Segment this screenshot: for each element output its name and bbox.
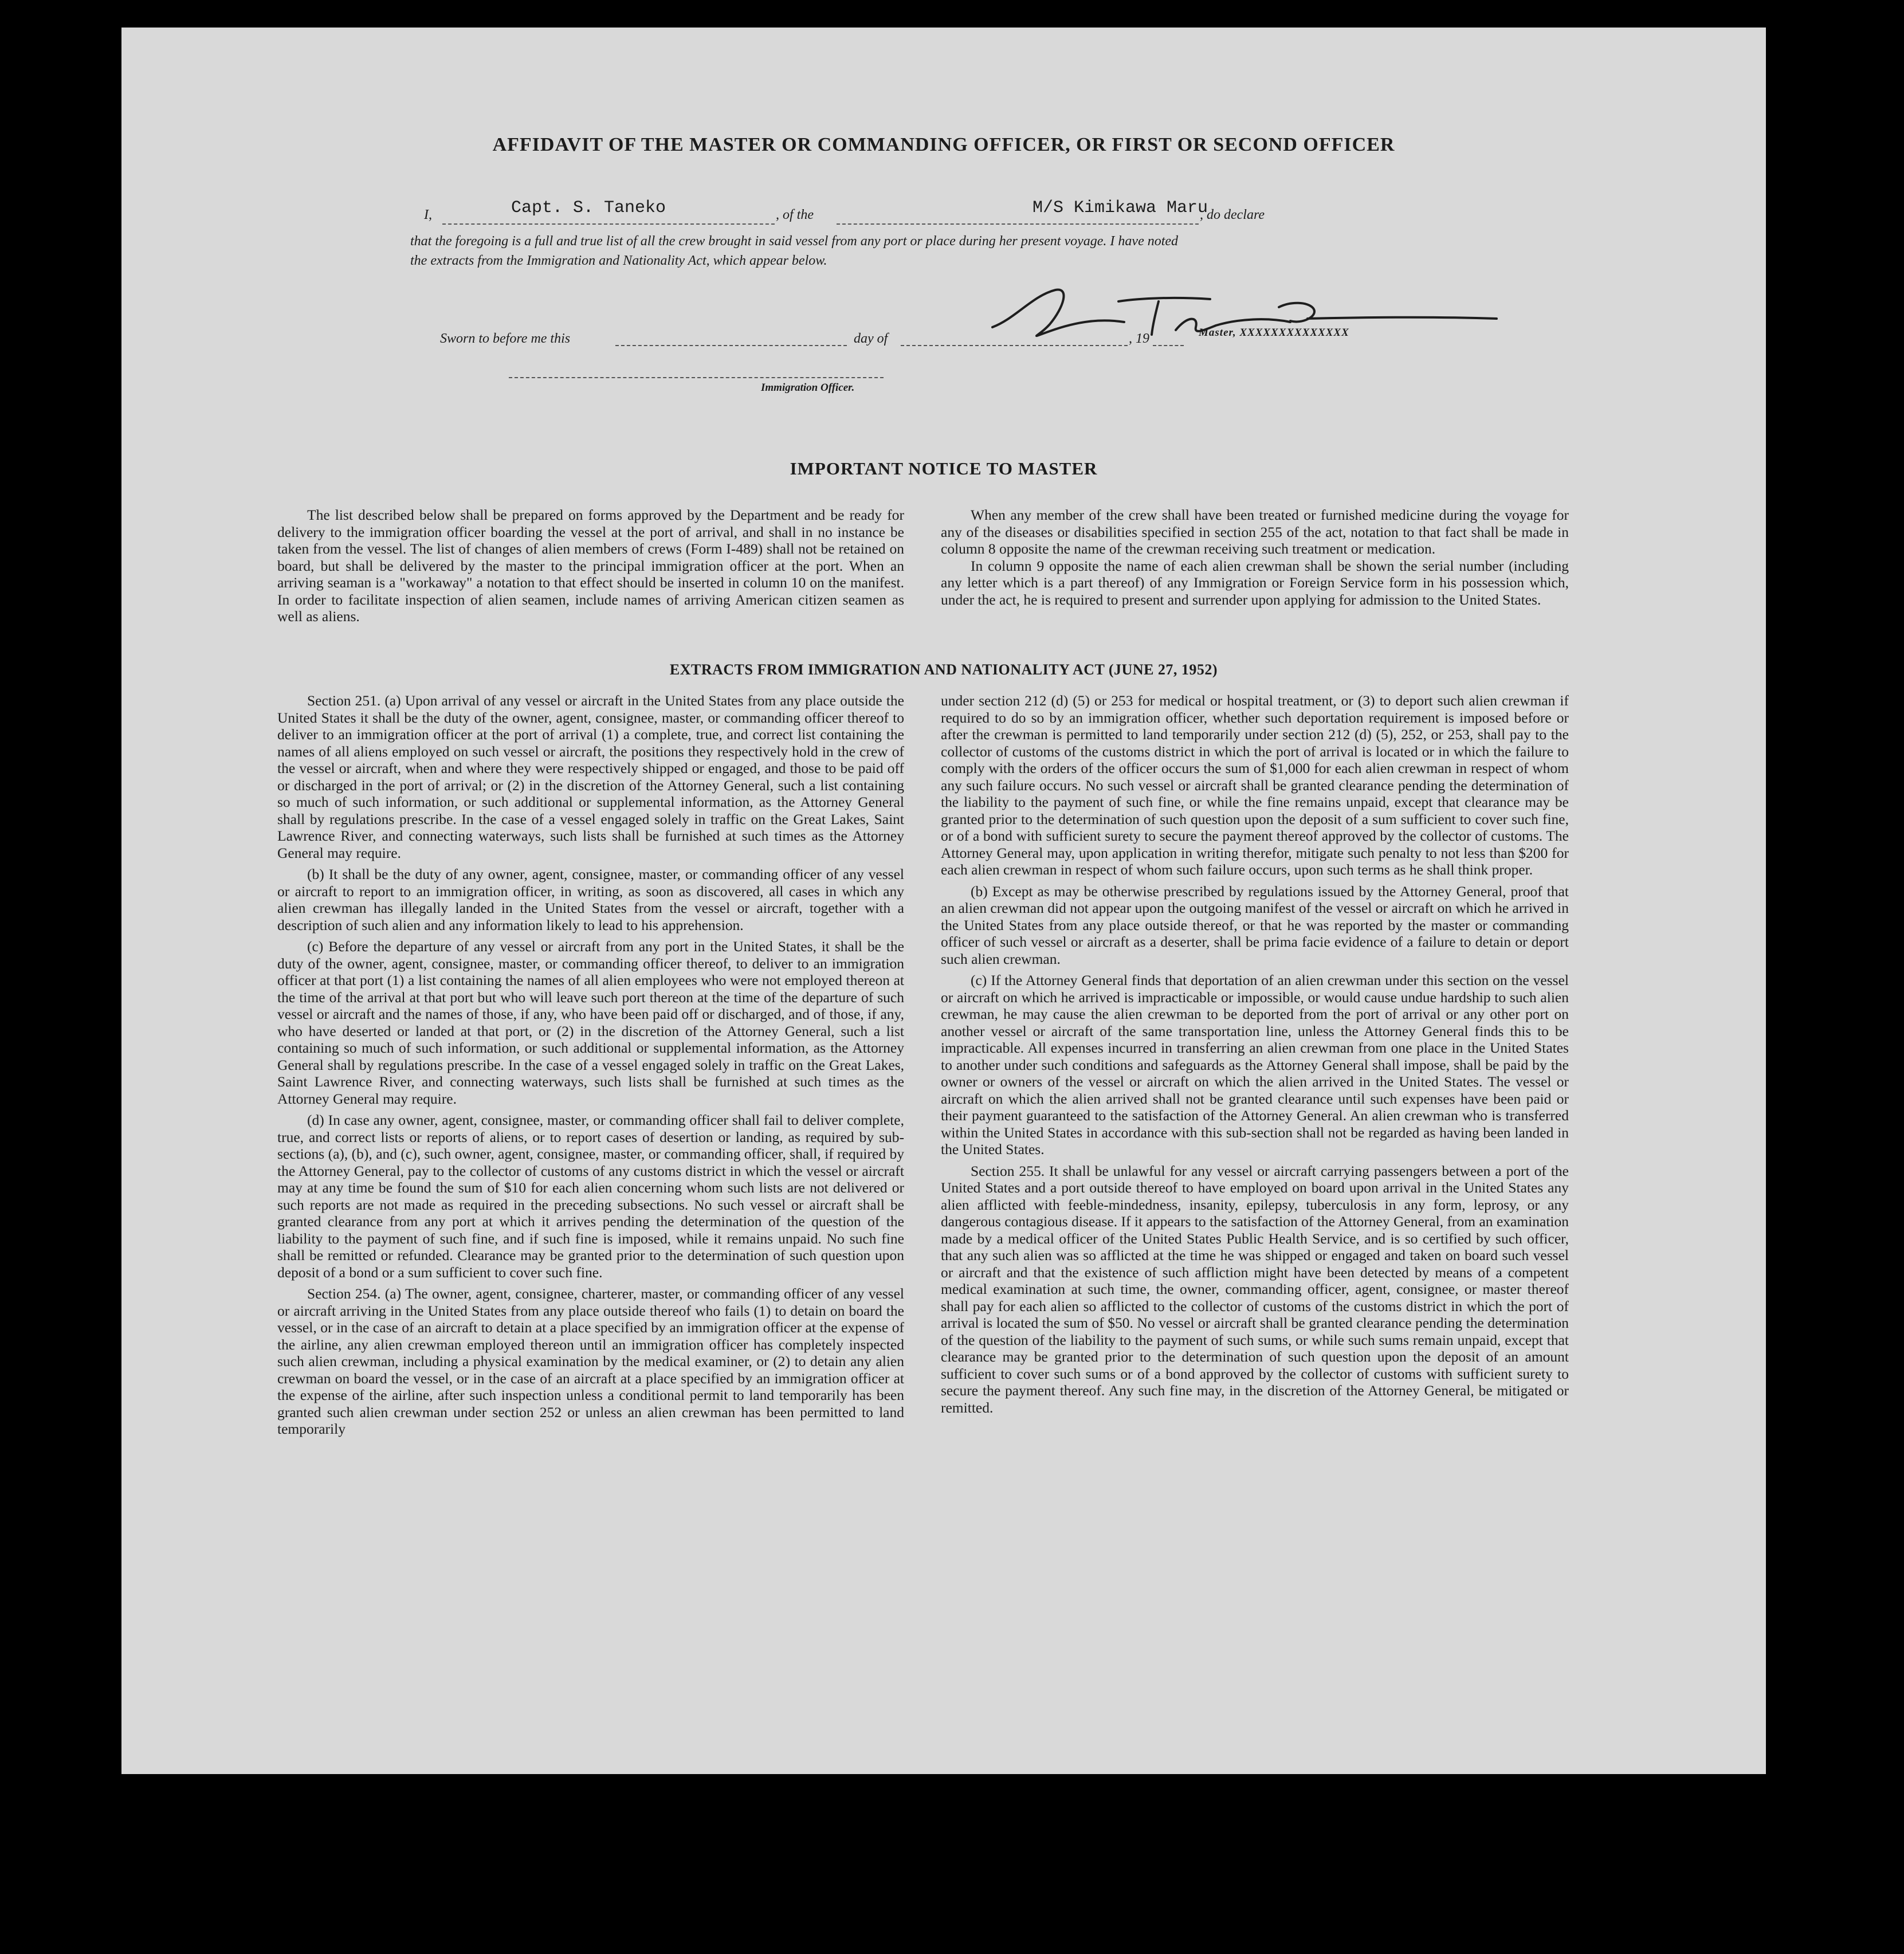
- section-251-c: (c) Before the departure of any vessel or aircraft from any port in the United States, it shall be the duty of the owner, agent, consignee, master, or commanding officer thereof, to deliver to an immigration officer at that port (1) a list containing the names of all alien employees who were not employed thereon at the time of the arrival at that port but who will leave such port thereon at the time of the departure of such vessel or aircraft and the names of those, if any, who have been paid off or discharged, and of those, if any, who have deserted or landed at that port, or (2) in the discretion of the Attorney General, such a list containing so much of such information, or such additional or supplemental information, as the Attorney General shall by regulations prescribe. In the case of a vessel engaged solely in traffic on the Great Lakes, Saint Lawrence River, and connecting waterways, such lists shall be furnished at such times as the Attorney General may require.: [277, 938, 904, 1107]
- sworn-month-line: [901, 345, 1128, 346]
- vessel-name: M/S Kimikawa Maru: [1033, 198, 1208, 218]
- document-page: [121, 28, 1766, 1774]
- section-254-b: (b) Except as may be otherwise prescribed by regulations issued by the Attorney General, proof that an alien crewman did not appear upon the outgoing manifest of the vessel or aircraft on which he arrived in the United States from any place outside thereof, or that he was reported by the master or commanding officer of such vessel or aircraft as a deserter, shall be prima facie evidence of a failure to detain or deport such alien crewman.: [941, 882, 1569, 967]
- notice-right-paragraph-1: When any member of the crew shall have been treated or furnished medicine during the voyage for any of the diseases or disabilities specified in section 255 of the act, notation to that fact shall be made in column 8 opposite the name of the crewman receiving such treatment or medication.: [941, 507, 1569, 557]
- i-label: I,: [424, 207, 432, 222]
- section-251-b: (b) It shall be the duty of any owner, agent, consignee, master, or commanding officer of any vessel or aircraft to report to an immigration officer, in writing, as soon as discovered, all cases in which any alien crewman has illegally landed in the United States from the vessel or aircraft, together with a description of such alien and any information likely to lead to his apprehension.: [277, 866, 904, 933]
- day-of-label: day of: [854, 331, 888, 346]
- section-254-a: Section 254. (a) The owner, agent, consignee, charterer, master, or commanding officer of any vessel or aircraft arriving in the United States from any place outside thereof who fails (1) to detain on board the vessel, or in the case of an aircraft to detain at a place specified by an immigration officer at the expense of the airline, any alien crewman employed thereon until an immigration officer has completely inspected such alien crewman, including a physical examination by the medical examiner, or (2) to detain any alien crewman on board the vessel, or in the case of an aircraft at a place specified by an immigration officer at the expense of the airline, after such inspection unless a conditional permit to land temporarily has been granted such alien crewman under section 252 or unless an alien crewman has been permitted to land temporarily: [277, 1285, 904, 1437]
- notice-left-paragraph: The list described below shall be prepared on forms approved by the Department and be ready for delivery to the immigration officer boarding the vessel at the port of arrival, and shall in no instance be taken from the vessel. The list of changes of alien members of crews (Form I-489) shall not be retained on board, but shall be delivered by the master to the principal immigration officer at the port. When an arriving seaman is a "workaway" a notation to that effect should be inserted in column 10 on the manifest. In order to facilitate inspection of alien seamen, include names of arriving American citizen seamen as well as aliens.: [277, 507, 904, 625]
- affidavit-title: AFFIDAVIT OF THE MASTER OR COMMANDING OFFICER, OR FIRST OR SECOND OFFICER: [492, 134, 1395, 155]
- of-the-label: , of the: [776, 207, 814, 222]
- notice-right-column: [941, 507, 1569, 613]
- vessel-name-line: [837, 223, 1199, 225]
- immigration-officer-label: Immigration Officer.: [761, 382, 855, 394]
- section-251-a: Section 251. (a) Upon arrival of any vessel or aircraft in the United States from any place outside the United States it shall be the duty of the owner, agent, consignee, master, or commanding officer thereof to deliver to an immigration officer at the port of arrival (1) a complete, true, and correct list containing the names of all aliens employed on such vessel or aircraft, the positions they respectively hold in the crew of the vessel or aircraft, when and where they were respectively shipped or engaged, and those to be paid off or discharged in the port of arrival; or (2) in the discretion of the Attorney General, such a list containing so much of such information, or such additional or supplemental information, as the Attorney General shall by regulations prescribe. In the case of a vessel engaged solely in traffic on the Great Lakes, Saint Lawrence River, and connecting waterways, such lists shall be furnished at such times as the Attorney General may require.: [277, 692, 904, 861]
- sworn-year-line: [1153, 345, 1184, 346]
- immigration-officer-line: [509, 377, 884, 378]
- do-declare-label: , do declare: [1200, 207, 1265, 222]
- section-251-d: (d) In case any owner, agent, consignee, master, or commanding officer shall fail to deliver complete, true, and correct lists or reports of aliens, or to report cases of desertion or landing, as required by sub-sections (a), (b), and (c), such owner, agent, consignee, master, or commanding officer, shall, if required by the Attorney General, pay to the collector of customs of any customs district in which the vessel or aircraft may at any time be found the sum of $10 for each alien concerning whom such lists are not delivered or such reports are not made as required in the preceding subsections. No such vessel or aircraft shall be granted clearance from any port at which it arrives pending the determination of the question of the liability to the payment of such fine, and if such fine is imposed, while it remains unpaid. No such fine shall be remitted or refunded. Clearance may be granted prior to the determination of such question upon deposit of a bond or a sum sufficient to cover such fine.: [277, 1112, 904, 1281]
- sworn-label: Sworn to before me this: [440, 331, 571, 346]
- declaration-line-2: the extracts from the Immigration and Nationality Act, which appear below.: [410, 253, 827, 268]
- extracts-left-column: [277, 692, 904, 1442]
- extracts-right-column: [941, 692, 1569, 1421]
- declaration-line-1: that the foregoing is a full and true list of all the crew brought in said vessel from any port or place during her present voyage. I have noted: [410, 234, 1179, 249]
- sworn-day-line: [615, 345, 847, 346]
- notice-right-paragraph-2: In column 9 opposite the name of each alien crewman shall be shown the serial number (including any letter which is a part thereof) of any Immigration or Foreign Service form in his possession which, under the act, he is required to present and surrender upon applying for admission to the United States.: [941, 557, 1569, 608]
- section-254-c: (c) If the Attorney General finds that deportation of an alien crewman under this section on the vessel or aircraft on which he arrived is impracticable or impossible, or would cause undue hardship to such alien crewman, he may cause the alien crewman to be deported from the port of arrival or any other port on another vessel or aircraft of the same transportation line, unless the Attorney General finds this to be impracticable. All expenses incurred in transferring an alien crewman from one place in the United States to another under such conditions and safeguards as the Attorney General shall impose, shall be paid by the owner or owners of the vessel or aircraft on which the alien arrived in the United States. The vessel or aircraft on which the alien arrived shall not be granted clearance until such expenses have been paid or their payment guaranteed to the satisfaction of the Attorney General. An alien crewman who is transferred within the United States in accordance with this sub-section shall not be regarded as having been landed in the United States.: [941, 972, 1569, 1158]
- section-254-a-continued: under section 212 (d) (5) or 253 for medical or hospital treatment, or (3) to deport such alien crewman if required to do so by an immigration officer, whether such deportation requirement is imposed before or after the crewman is permitted to land temporarily under section 212 (d) (5), 252, or 253, shall pay to the collector of customs of the customs district in which the port of arrival is located or in which the failure to comply with the orders of the officer occurs the sum of $1,000 for each alien crewman in respect of whom any such failure occurs. No such vessel or aircraft shall be granted clearance pending the determination of the liability to the payment of such fine, or while the fine remains unpaid, except that clearance may be granted prior to the determination of such question upon the deposit of a sum sufficient to cover such fine, or of a bond with sufficient surety to secure the payment thereof approved by the collector of customs. The Attorney General may, upon application in writing therefor, mitigate such penalty to not less than $200 for each alien crewman in respect of whom such failure occurs, upon such terms as he shall think proper.: [941, 692, 1569, 878]
- extracts-title: EXTRACTS FROM IMMIGRATION AND NATIONALITY ACT (JUNE 27, 1952): [669, 661, 1218, 678]
- year-label: , 19: [1129, 331, 1149, 346]
- section-255: Section 255. It shall be unlawful for any vessel or aircraft carrying passengers between a port of the United States and a port outside thereof to have employed on board upon arrival in the United States any alien afflicted with feeble-mindedness, insanity, epilepsy, tuberculosis in any form, leprosy, or any dangerous contagious disease. If it appears to the satisfaction of the Attorney General, from an examination made by a medical officer of the United States Public Health Service, and is so certified by such officer, that any such alien was so afflicted at the time he was shipped or engaged and taken on board such vessel or aircraft and that the existence of such affliction might have been detected by means of a competent medical examination at such time, the owner, commanding officer, agent, consignee, or master thereof shall pay for each alien so afflicted to the collector of customs of the customs district in which the port of arrival is located the sum of $50. No vessel or aircraft shall be granted clearance pending the determination of the question of the liability to the payment of such sums, or while such sums remain unpaid, except that clearance may be granted prior to the determination of such question upon the deposit of an amount sufficient to cover such sums or of a bond approved by the collector of customs with sufficient surety to secure the payment thereof. Any such fine may, in the discretion of the Attorney General, be mitigated or remitted.: [941, 1162, 1569, 1416]
- officer-name-line: [442, 223, 775, 225]
- notice-left-column: [277, 507, 904, 630]
- signature-caption: Master, XXXXXXXXXXXXXX: [1199, 327, 1349, 339]
- officer-name: Capt. S. Taneko: [511, 198, 666, 218]
- notice-title: IMPORTANT NOTICE TO MASTER: [790, 458, 1098, 478]
